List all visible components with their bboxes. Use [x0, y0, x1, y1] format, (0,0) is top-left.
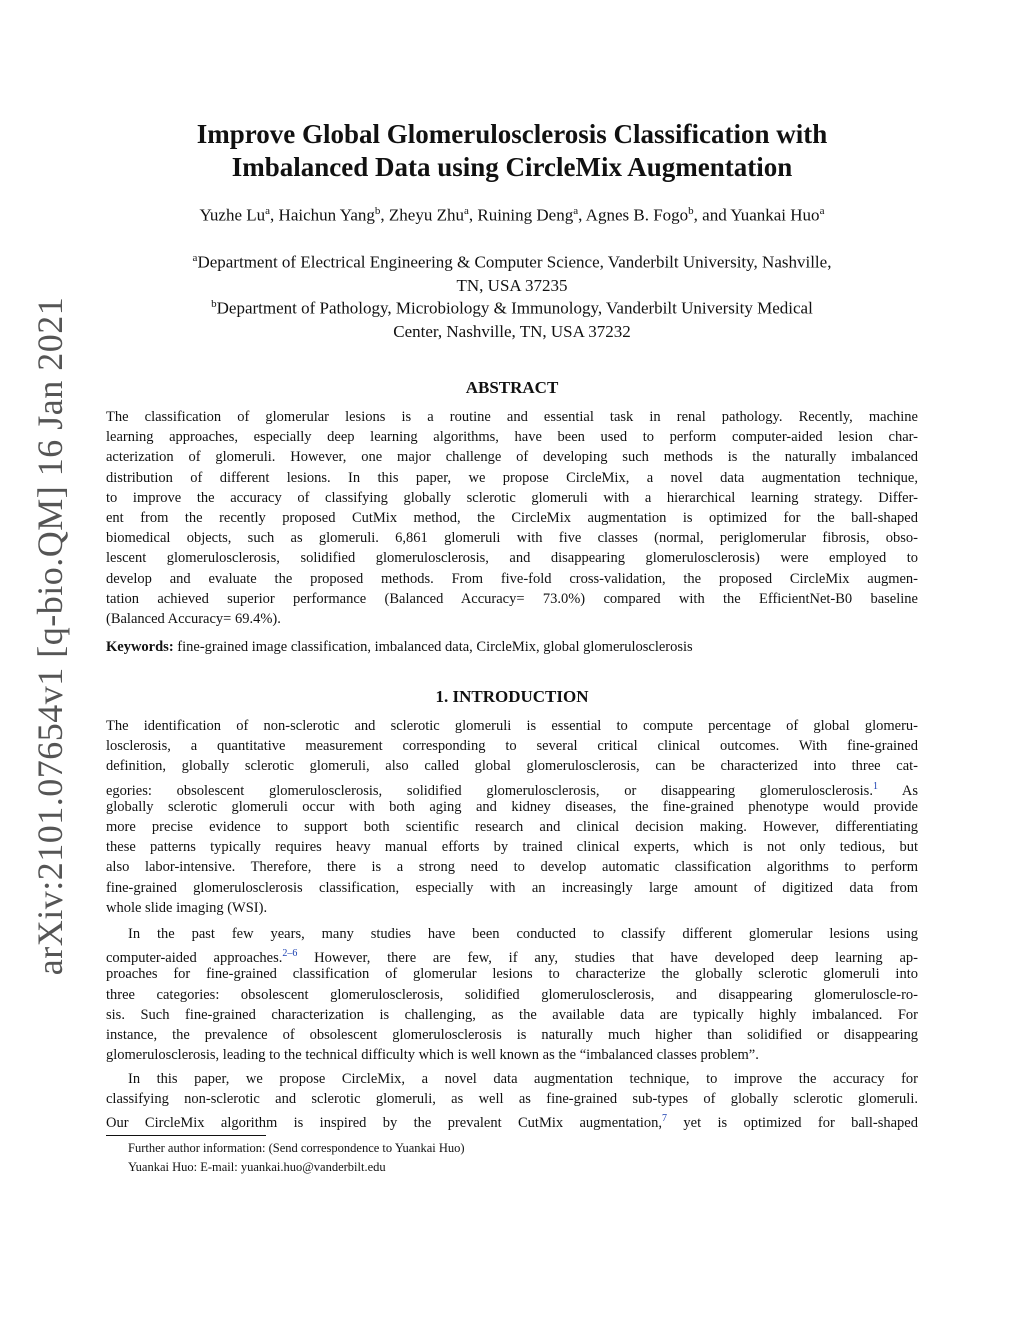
text-line: these patterns typically requires heavy manual efforts by trained clinical experts, which is not only tedious, but — [106, 839, 918, 856]
text-line — [106, 777, 918, 797]
abstract-line: ent from the recently proposed CutMix method, the CircleMix augmentation is optimized for the ball-shaped — [106, 509, 918, 526]
abstract-line: learning approaches, especially deep learning algorithms, have been used to perform computer-aided lesion char- — [106, 429, 918, 446]
abstract-line: lescent glomerulosclerosis, solidified glomerulosclerosis, and disappearing glomerulosclerosis) were employed to — [106, 550, 918, 567]
text-line: In the past few years, many studies have been conducted to classify different glomerular lesions using — [128, 926, 918, 942]
text-line: In this paper, we propose CircleMix, a novel data augmentation technique, to improve the accuracy for — [128, 1071, 918, 1087]
author-affiliation-mark: b — [688, 205, 694, 217]
text-line: sis. Such fine-grained characterization is challenging, as the available data are typically highly imbalanced. For — [106, 1006, 918, 1023]
text-span: As — [877, 782, 918, 799]
affiliation-b-line-2: Center, Nashville, TN, USA 37232 — [393, 321, 631, 341]
intro-paragraph-3 — [106, 1069, 918, 1130]
footnote-author-info: Further author information: (Send correspondence to Yuankai Huo) — [128, 1141, 465, 1155]
text-line: The identification of non-sclerotic and sclerotic glomeruli is essential to compute percentage of global glomeru- — [106, 718, 918, 734]
text-line: globally sclerotic glomeruli occur with both aging and kidney diseases, the fine-grained phenotype would provide — [106, 798, 918, 815]
author-affiliation-mark: a — [463, 205, 469, 217]
citation-link[interactable]: 2–6 — [282, 948, 298, 960]
author-affiliation-mark: a — [819, 205, 825, 217]
affiliation-b-text: Department of Pathology, Microbiology & Immunology, Vanderbilt University Medical — [216, 298, 813, 318]
text-line: definition, globally sclerotic glomeruli, also called global glomerulosclerosis, can be characterized into three cat- — [106, 758, 918, 775]
affiliation-a-text: Department of Electrical Engineering & Computer Science, Vanderbilt University, Nashville, — [197, 252, 832, 272]
abstract-line: distribution of different lesions. In this paper, we propose CircleMix, a novel data augmentation technique, — [106, 469, 918, 486]
abstract-line: tation achieved superior performance (Balanced Accuracy= 73.0%) compared with the EfficientNet-B0 baseline — [106, 590, 918, 607]
text-line: fine-grained glomerulosclerosis classification, especially with an increasingly large amount of digitized data from — [106, 879, 918, 896]
author-name: Ruining Deng — [477, 205, 574, 225]
citation-link[interactable]: 1 — [872, 780, 878, 792]
footnote-divider — [106, 1135, 266, 1136]
text-span: yet is optimized for ball-shaped — [667, 1115, 918, 1132]
text-line: glomerulosclerosis, leading to the technical difficulty which is well known as the “imbalanced classes problem”. — [106, 1047, 759, 1064]
introduction-heading: 1. INTRODUCTION — [435, 687, 589, 706]
abstract-line: biomedical objects, such as glomeruli. 6,861 glomeruli with five classes (normal, periglomerular fibrosis, obso- — [106, 530, 918, 547]
affiliation-b — [105, 293, 919, 343]
author-affiliation-mark: a — [573, 205, 579, 217]
text-line: three categories: obsolescent glomerulosclerosis, solidified glomerulosclerosis, and disappearing glomeruloscle-ro- — [106, 986, 918, 1003]
keywords — [106, 639, 693, 656]
author-separator: , — [270, 205, 279, 225]
author-name: Yuankai Huo — [730, 205, 820, 225]
title-line-1: Improve Global Glomerulosclerosis Classification with — [196, 119, 828, 149]
text-span: However, there are few, if any, studies that have developed deep learning ap- — [297, 950, 918, 967]
affiliation-a — [105, 247, 919, 297]
text-line — [106, 944, 918, 967]
intro-paragraph-2 — [106, 924, 918, 1065]
text-span: egories: obsolescent glomerulosclerosis, solidified glomerulosclerosis, or disappearing glomerulosclerosis. — [106, 782, 873, 799]
author-name: Haichun Yang — [278, 205, 375, 225]
text-line: proaches for fine-grained classification of glomerular lesions to characterize the globally sclerotic glomeruli into — [106, 966, 918, 983]
paper-title — [140, 118, 884, 184]
text-line — [106, 1109, 918, 1132]
author-separator: , — [468, 205, 478, 225]
keywords-text: fine-grained image classification, imbalanced data, CircleMix, global glomerulosclerosis — [177, 639, 693, 655]
affiliation-a-line-1 — [105, 247, 919, 274]
abstract-heading: ABSTRACT — [465, 378, 559, 397]
author-separator: , — [578, 205, 586, 225]
author-name: Agnes B. Fogo — [585, 205, 689, 225]
footnote-email[interactable]: Yuankai Huo: E-mail: yuankai.huo@vanderbilt.edu — [128, 1160, 386, 1174]
text-span: Our CircleMix algorithm is inspired by the prevalent CutMix augmentation, — [106, 1115, 663, 1132]
author-name: Zheyu Zhu — [388, 205, 464, 225]
abstract-line: acterization of glomeruli. However, one major challenge of developing such methods is the naturally imbalanced — [106, 449, 918, 466]
title-line-2: Imbalanced Data using CircleMix Augmentation — [231, 152, 793, 182]
author-separator: , — [380, 205, 389, 225]
keywords-label: Keywords: — [106, 639, 174, 655]
intro-paragraph-1 — [106, 716, 918, 918]
abstract-line: to improve the accuracy of classifying globally sclerotic glomeruli with a hierarchical learning strategy. Differ- — [106, 489, 918, 506]
affiliation-a-line-2: TN, USA 37235 — [456, 275, 568, 295]
abstract-line: The classification of glomerular lesions is a routine and essential task in renal pathology. Recently, machine — [106, 409, 918, 425]
text-line: whole slide imaging (WSI). — [106, 899, 268, 916]
text-span: computer-aided approaches. — [106, 950, 283, 967]
affiliation-mark: b — [211, 298, 217, 310]
author-affiliation-mark: a — [265, 205, 271, 217]
affiliation-b-line-1 — [105, 293, 919, 320]
abstract-line: develop and evaluate the proposed methods. From five-fold cross-validation, the proposed CircleMix augmen- — [106, 570, 918, 587]
abstract-body — [106, 407, 918, 629]
text-line: losclerosis, a quantitative measurement corresponding to several critical clinical outcomes. With fine-grained — [106, 738, 918, 755]
author-separator: , and — [693, 205, 731, 225]
text-line: classifying non-sclerotic and sclerotic glomeruli, as well as fine-grained sub-types of globally sclerotic glomeruli. — [106, 1091, 918, 1108]
author-affiliation-mark: b — [374, 205, 381, 217]
text-line: more precise evidence to support both scientific research and clinical decision making. However, differentiating — [106, 818, 918, 835]
arxiv-identifier: arXiv:2101.07654v1 [q-bio.QM] 16 Jan 2021 — [30, 296, 70, 976]
text-line: also labor-intensive. Therefore, there is a strong need to develop automatic classification algorithms to perform — [106, 859, 918, 876]
author-list — [100, 205, 924, 226]
affiliation-mark: a — [192, 252, 198, 264]
citation-link[interactable]: 7 — [662, 1113, 668, 1125]
author-name: Yuzhe Lu — [199, 205, 266, 225]
text-line: instance, the prevalence of obsolescent glomerulosclerosis is naturally much higher than solidified or disappearing — [106, 1026, 918, 1043]
abstract-line: (Balanced Accuracy= 69.4%). — [106, 610, 281, 627]
